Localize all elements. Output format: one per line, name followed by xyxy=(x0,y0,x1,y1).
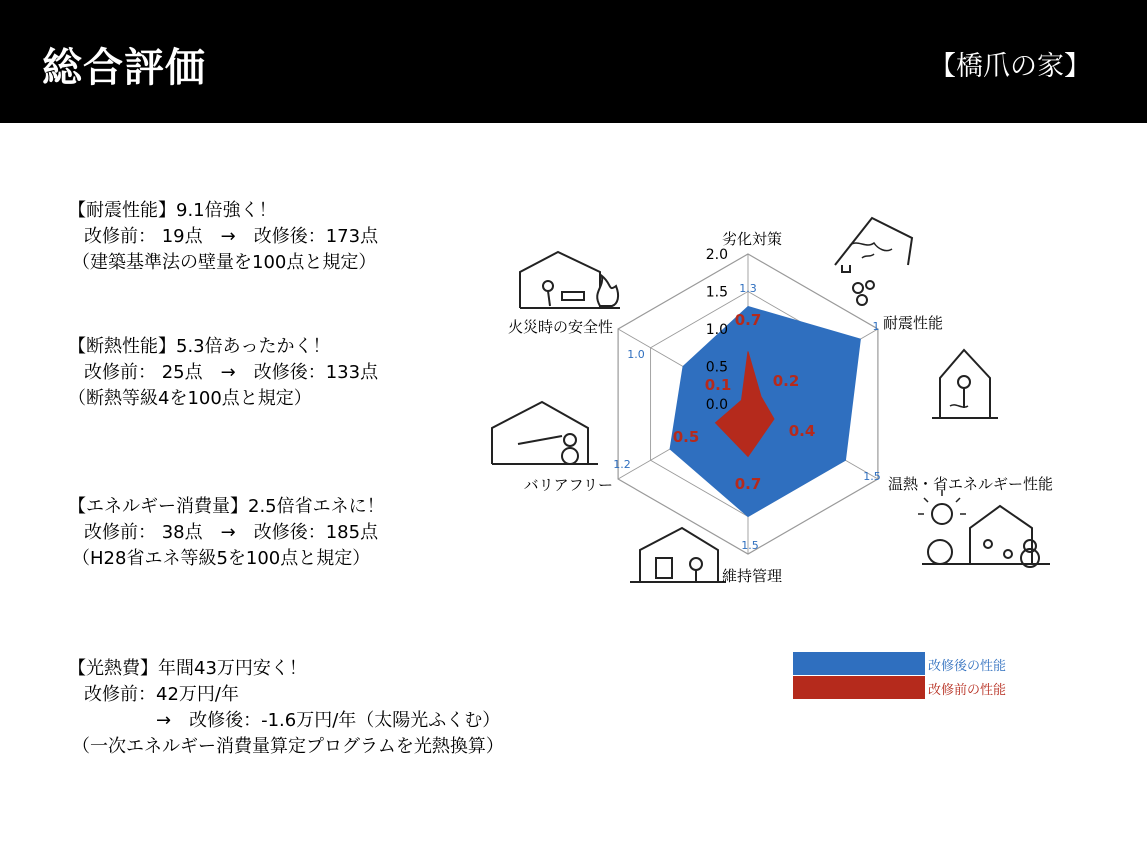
utility-heading: 【光熱費】年間43万円安く！ xyxy=(68,658,307,679)
radar-chart xyxy=(470,210,1090,600)
before-value-label: 0.5 xyxy=(672,428,700,446)
house-name: 【橋爪の家】 xyxy=(929,51,1091,82)
seismic-house-illustration xyxy=(932,350,998,418)
axis-label: バリアフリー xyxy=(523,476,613,494)
legend-swatch-after xyxy=(793,652,925,675)
before-value-label: 0.7 xyxy=(734,311,762,329)
after-value-label: 1.2 xyxy=(613,458,631,471)
seismic-heading: 【耐震性能】9.1倍強く！ xyxy=(68,200,277,221)
thermal-house-illustration xyxy=(918,490,1050,567)
fire-house-illustration xyxy=(520,252,620,308)
radial-tick-label: 0.0 xyxy=(705,397,728,413)
axis-label: 耐震性能 xyxy=(883,314,944,332)
utility-section xyxy=(68,656,504,760)
legend-label-after: 改修後の性能 xyxy=(928,659,1007,674)
axis-label: 火災時の安全性 xyxy=(507,318,613,336)
radial-tick-label: 1.0 xyxy=(705,322,728,338)
seismic-section xyxy=(68,198,378,276)
utility-before: 改修前：42万円/年 xyxy=(84,684,239,705)
energy-note: （H28省エネ等級5を100点と規定） xyxy=(72,548,371,569)
insulation-note: （断熱等級4を100点と規定） xyxy=(68,388,312,409)
accessibility-house-illustration xyxy=(492,402,598,464)
energy-scores: 改修前： 38点 → 改修後：185点 xyxy=(84,522,379,543)
radial-tick-label: 2.0 xyxy=(705,247,728,263)
insulation-section xyxy=(68,334,378,412)
deterioration-house-illustration xyxy=(835,218,912,305)
insulation-heading: 【断熱性能】5.3倍あったかく！ xyxy=(68,336,331,357)
after-value-label: 1.0 xyxy=(627,348,645,361)
seismic-scores: 改修前： 19点 → 改修後：173点 xyxy=(84,226,379,247)
energy-heading: 【エネルギー消費量】2.5倍省エネに！ xyxy=(68,496,385,517)
before-value-label: 0.2 xyxy=(772,372,800,390)
energy-section xyxy=(68,494,385,572)
axis-label: 劣化対策 xyxy=(721,230,783,248)
after-value-label: 1.3 xyxy=(739,282,757,295)
seismic-note: （建築基準法の壁量を100点と規定） xyxy=(72,252,377,273)
insulation-scores: 改修前： 25点 → 改修後：133点 xyxy=(84,362,379,383)
utility-note: （一次エネルギー消費量算定プログラムを光熱換算） xyxy=(72,736,504,757)
before-value-label: 0.7 xyxy=(734,475,762,493)
after-value-label: 1.5 xyxy=(863,470,881,483)
radar-series xyxy=(670,307,860,517)
after-value-label: 1 xyxy=(872,320,880,333)
after-value-label: 1.5 xyxy=(741,539,759,552)
radial-tick-label: 0.5 xyxy=(705,359,728,376)
before-value-label: 0.4 xyxy=(788,422,816,440)
utility-after: → 改修後：-1.6万円/年（太陽光ふくむ） xyxy=(156,710,501,731)
axis-label: 維持管理 xyxy=(721,567,783,585)
radial-tick-label: 1.5 xyxy=(705,284,728,301)
header-bar xyxy=(0,0,1147,123)
legend-swatch-before xyxy=(793,676,925,699)
axis-label: 温熱・省エネルギー性能 xyxy=(888,475,1054,493)
before-value-label: 0.1 xyxy=(704,376,732,394)
legend-label-before: 改修前の性能 xyxy=(928,683,1007,698)
page-title: 総合評価 xyxy=(42,45,206,91)
maintenance-house-illustration xyxy=(630,528,726,582)
